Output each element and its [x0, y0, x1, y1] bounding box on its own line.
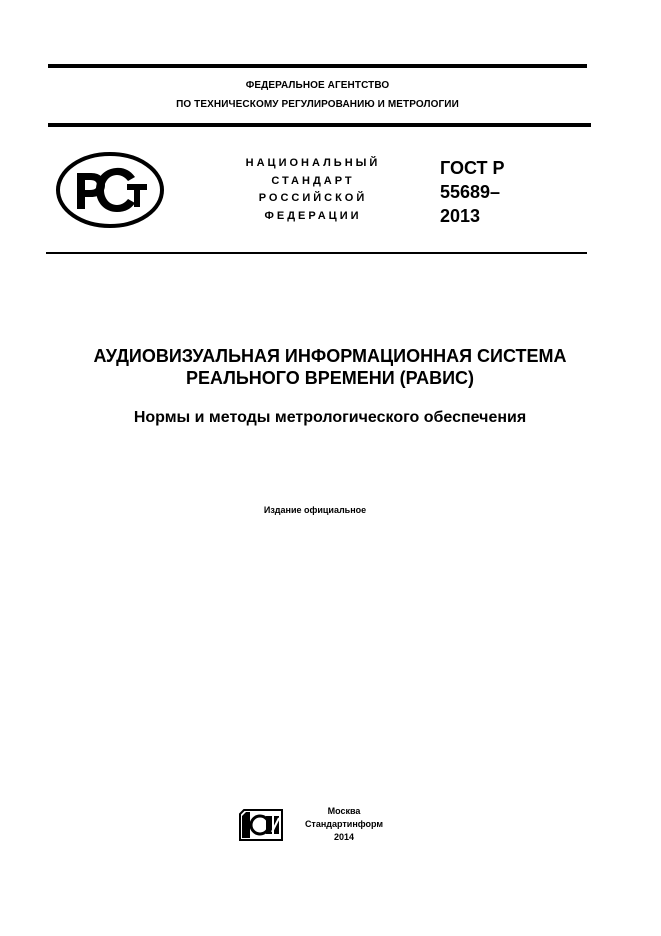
rst-certification-logo-icon	[55, 151, 165, 229]
document-title	[30, 345, 630, 389]
standard-code-line-2: 55689–	[440, 182, 501, 202]
document-title-line-2: РЕАЛЬНОГО ВРЕМЕНИ (РАВИС)	[185, 368, 475, 388]
standard-type-label	[228, 155, 398, 225]
agency-name-line-2: ПО ТЕХНИЧЕСКОМУ РЕГУЛИРОВАНИЮ И МЕТРОЛОГИИ	[176, 99, 459, 110]
header-rule	[48, 123, 591, 127]
standard-type-line: СТАНДАРТ	[271, 174, 355, 187]
document-title-line-1: АУДИОВИЗУАЛЬНАЯ ИНФОРМАЦИОННАЯ СИСТЕМА	[93, 346, 567, 366]
standard-code	[440, 156, 505, 228]
standard-type-line: ФЕДЕРАЦИИ	[264, 209, 362, 222]
top-rule	[48, 64, 587, 68]
standard-type-line: НАЦИОНАЛЬНЫЙ	[245, 157, 381, 169]
publisher-year: 2014	[333, 832, 355, 842]
header-bottom-rule	[46, 252, 587, 254]
edition-label: Издание официальное	[263, 505, 367, 515]
standartinform-logo-icon	[238, 808, 284, 842]
publisher-info	[292, 805, 396, 844]
standard-code-line-1: ГОСТ Р	[440, 158, 505, 178]
standard-code-line-3: 2013	[440, 206, 481, 226]
document-subtitle: Нормы и методы метрологического обеспечения	[133, 409, 527, 426]
standard-type-line: РОССИЙСКОЙ	[258, 192, 368, 204]
agency-name-line-1: ФЕДЕРАЛЬНОЕ АГЕНТСТВО	[245, 80, 390, 91]
publisher-city: Москва	[327, 806, 361, 816]
publisher-name: Стандартинформ	[304, 819, 384, 829]
